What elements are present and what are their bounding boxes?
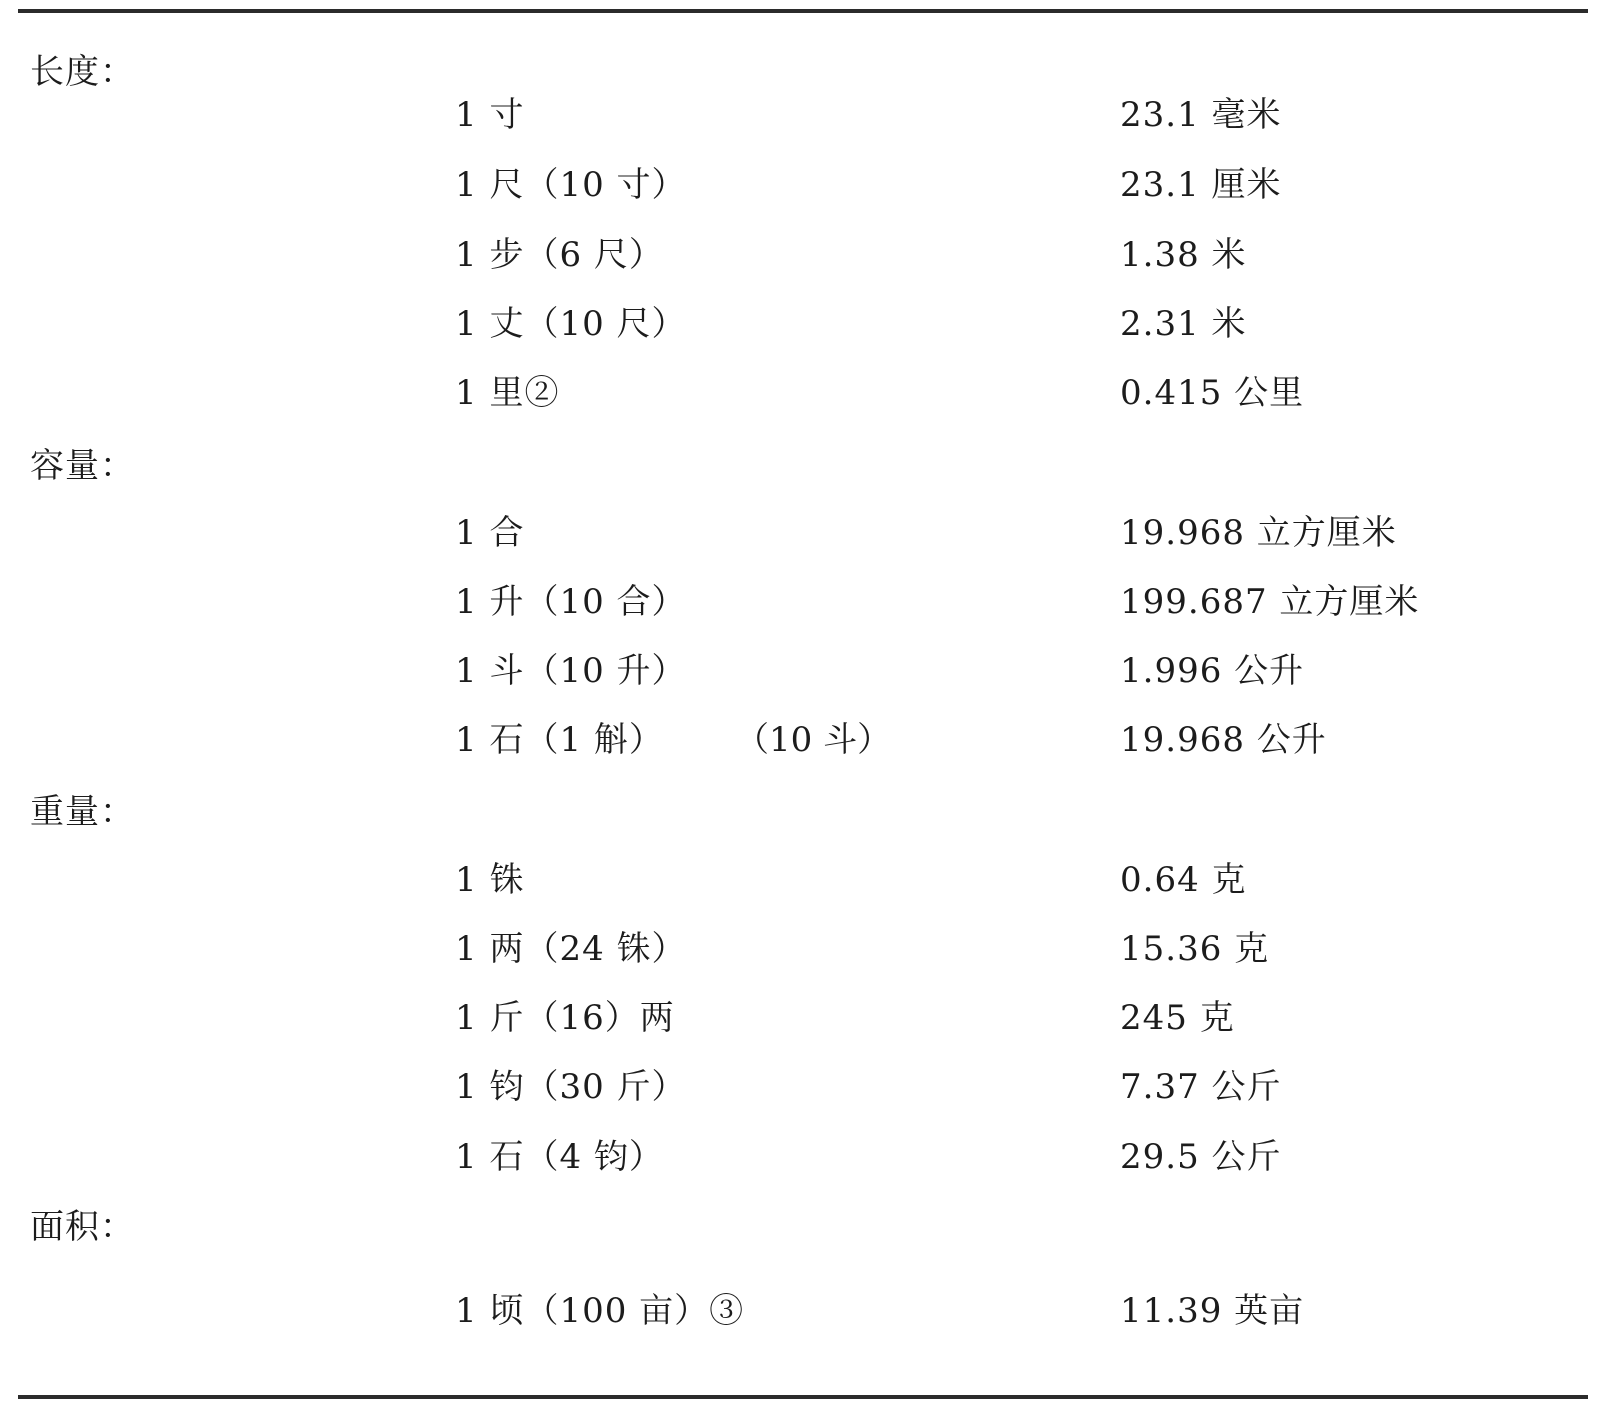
- table-row: [0, 858, 1606, 902]
- unit-cell: 1 石（4 钧）: [455, 1137, 664, 1177]
- value-cell: 1.38 米: [1120, 235, 1247, 275]
- unit-cell: 1 里②: [455, 373, 560, 413]
- unit-cell: 1 尺（10 寸）: [455, 165, 687, 205]
- value-cell: 7.37 公斤: [1120, 1067, 1282, 1107]
- unit-cell: 1 石（1 斛）: [455, 720, 664, 760]
- table-row: [0, 302, 1606, 346]
- value-cell: 11.39 英亩: [1120, 1291, 1305, 1331]
- extra-cell: （10 斗）: [735, 720, 892, 760]
- table-row: [0, 996, 1606, 1040]
- unit-cell: 1 斤（16）两: [455, 998, 675, 1038]
- value-cell: 15.36 克: [1120, 929, 1270, 969]
- unit-cell: 1 两（24 铢）: [455, 929, 687, 969]
- section-heading-capacity: 容量：: [30, 446, 135, 486]
- table-row: [0, 718, 1606, 762]
- unit-cell: 1 顷（100 亩）③: [455, 1291, 745, 1331]
- table-row: [0, 1135, 1606, 1179]
- value-cell: 23.1 厘米: [1120, 165, 1282, 205]
- table-row: [0, 233, 1606, 277]
- value-cell: 29.5 公斤: [1120, 1137, 1282, 1177]
- section-heading-weight: 重量：: [30, 792, 135, 832]
- table-row: [0, 371, 1606, 415]
- table-row: [0, 511, 1606, 555]
- value-cell: 19.968 立方厘米: [1120, 513, 1397, 553]
- table-row: [0, 163, 1606, 207]
- unit-cell: 1 铢: [455, 860, 525, 900]
- table-row: [0, 649, 1606, 693]
- value-cell: 0.415 公里: [1120, 373, 1305, 413]
- value-cell: 2.31 米: [1120, 304, 1247, 344]
- value-cell: 245 克: [1120, 998, 1235, 1038]
- unit-cell: 1 钧（30 斤）: [455, 1067, 687, 1107]
- table-row: [0, 580, 1606, 624]
- value-cell: 1.996 公升: [1120, 651, 1305, 691]
- table-row: [0, 1065, 1606, 1109]
- unit-cell: 1 丈（10 尺）: [455, 304, 687, 344]
- value-cell: 199.687 立方厘米: [1120, 582, 1420, 622]
- value-cell: 0.64 克: [1120, 860, 1247, 900]
- section-heading-length: 长度：: [30, 52, 135, 92]
- value-cell: 23.1 毫米: [1120, 95, 1282, 135]
- unit-cell: 1 升（10 合）: [455, 582, 687, 622]
- section-heading-area: 面积：: [30, 1207, 135, 1247]
- table-row: [0, 93, 1606, 137]
- value-cell: 19.968 公升: [1120, 720, 1327, 760]
- unit-cell: 1 斗（10 升）: [455, 651, 687, 691]
- bottom-rule: [18, 1395, 1588, 1399]
- unit-cell: 1 步（6 尺）: [455, 235, 664, 275]
- unit-cell: 1 寸: [455, 95, 525, 135]
- table-row: [0, 1289, 1606, 1333]
- unit-cell: 1 合: [455, 513, 525, 553]
- table-row: [0, 927, 1606, 971]
